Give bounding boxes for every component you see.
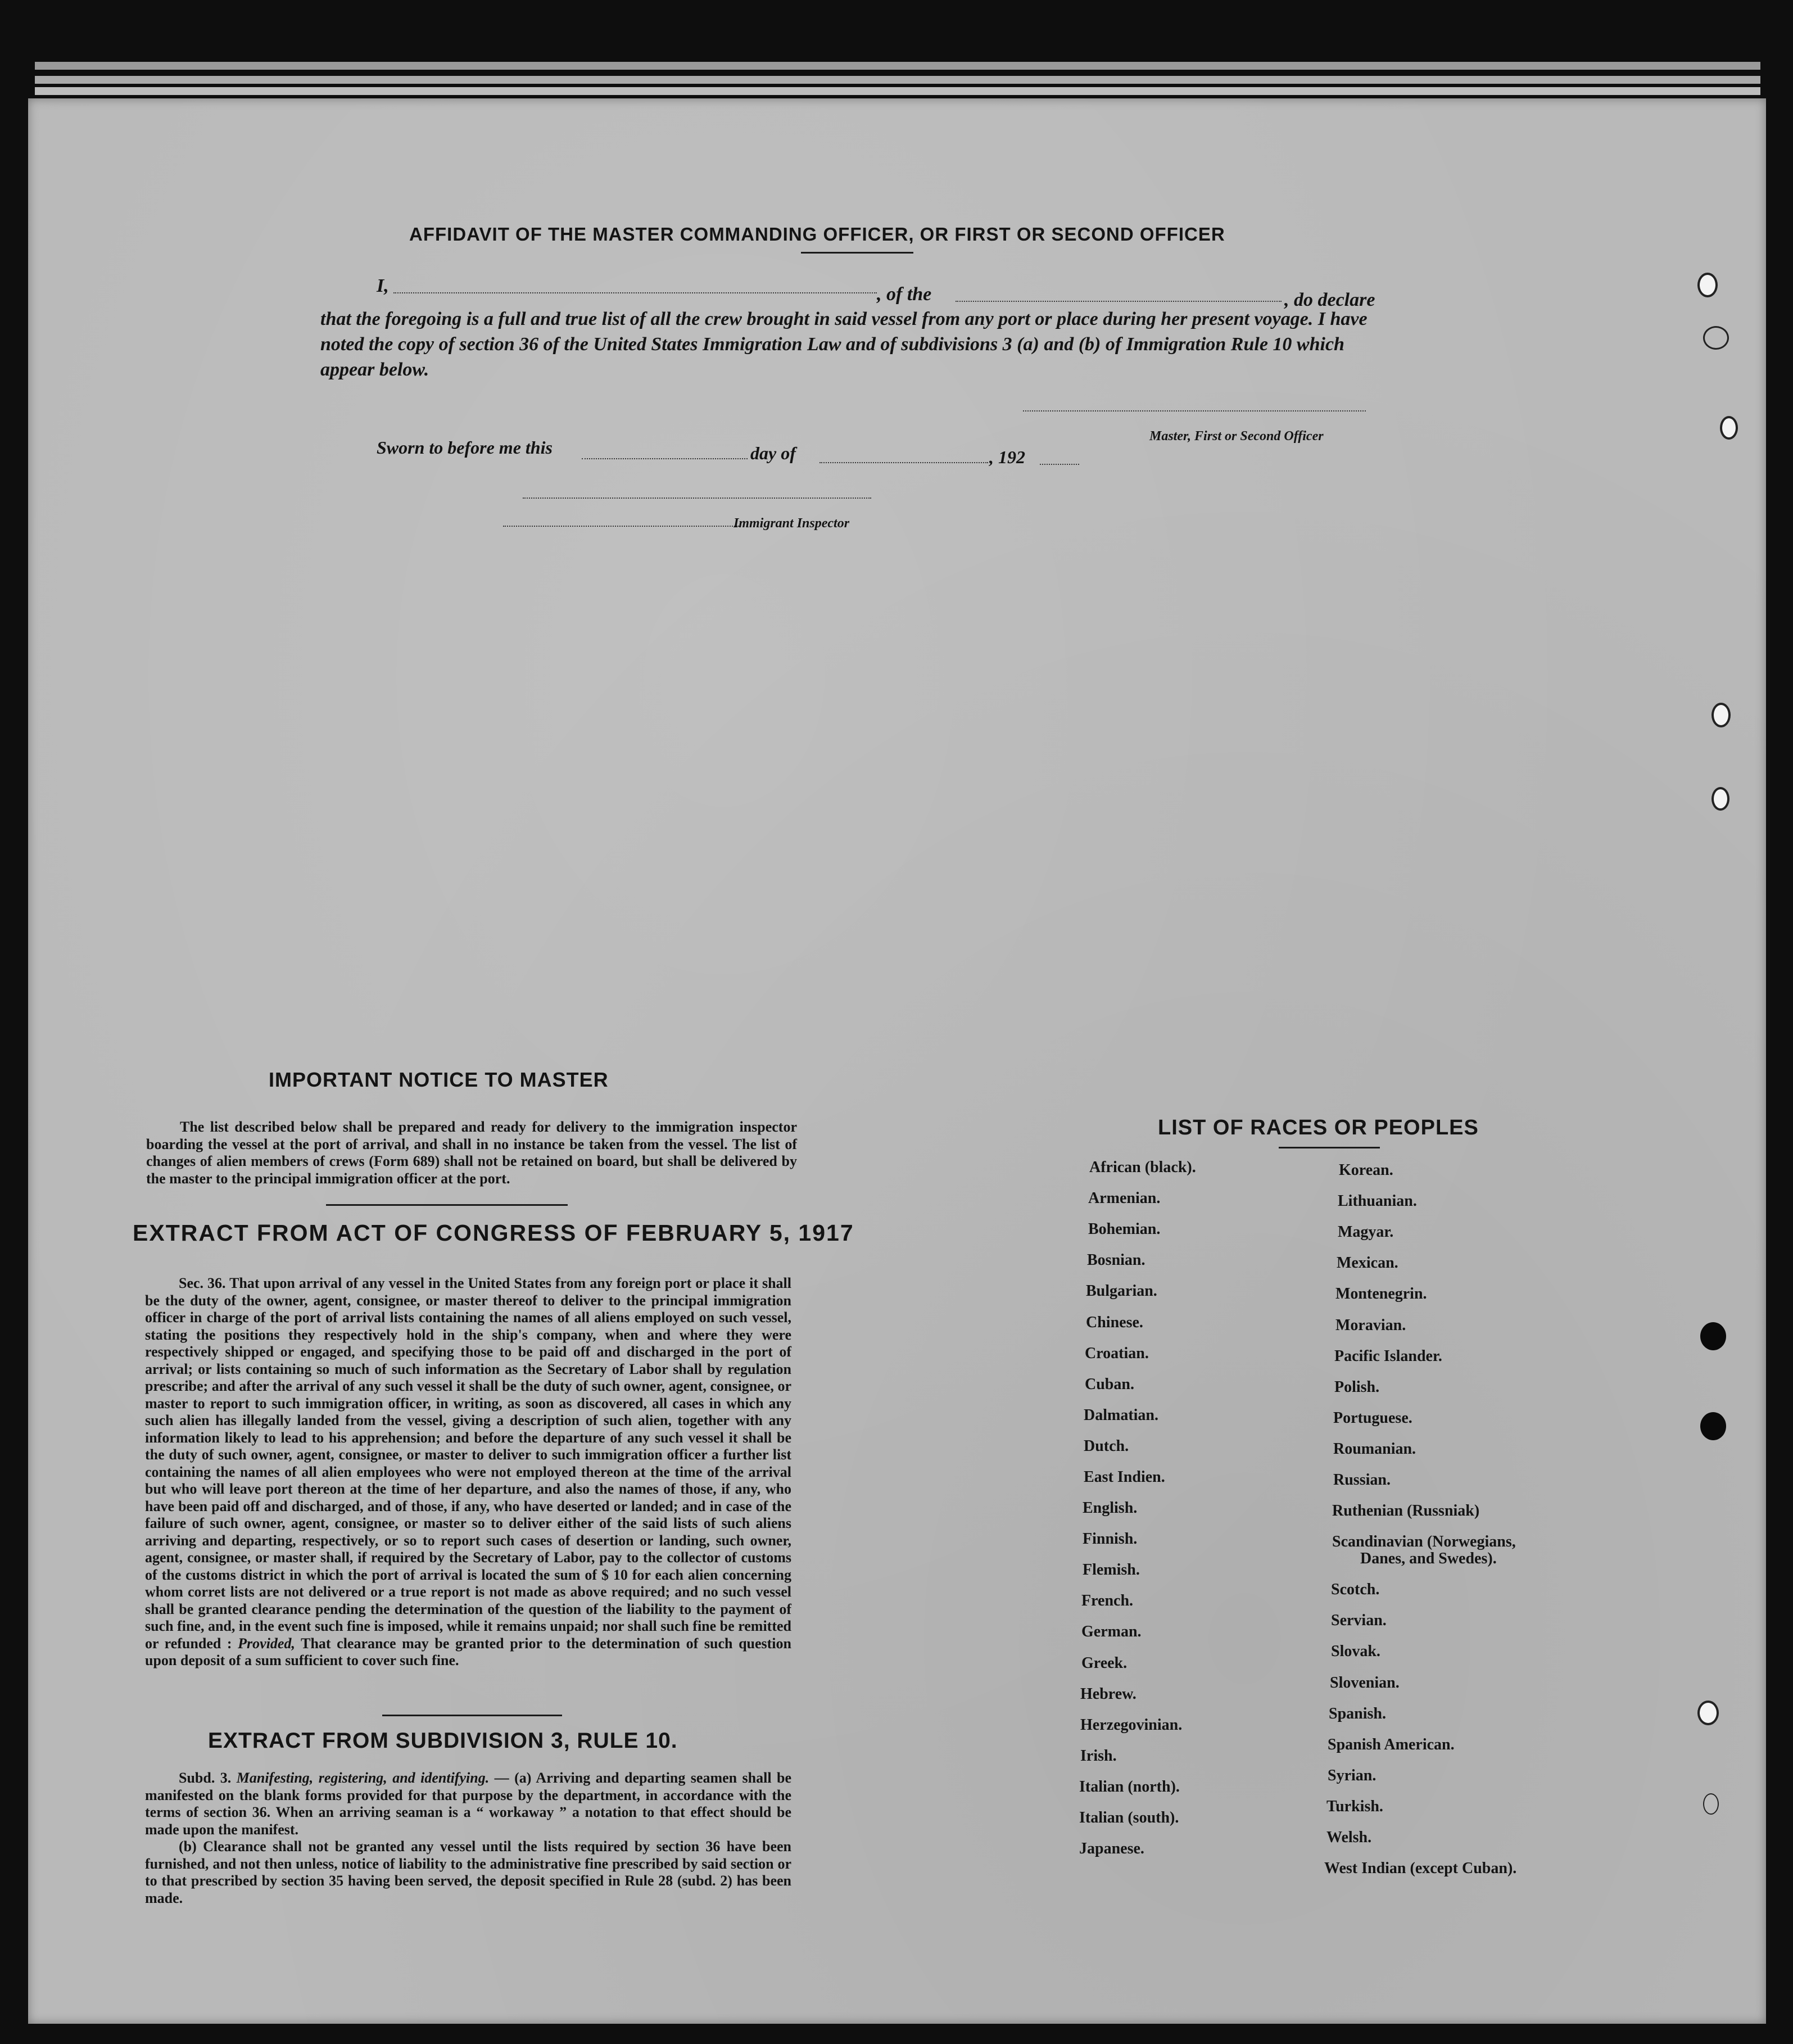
binder-hole-icon	[1697, 273, 1718, 297]
binder-hole-icon	[1703, 326, 1729, 350]
race-item: Dalmatian.	[1084, 1407, 1158, 1424]
affidavit-of-the: , of the	[877, 284, 932, 305]
binder-hole-icon	[1703, 1793, 1719, 1815]
race-item: Italian (south).	[1079, 1809, 1179, 1826]
race-item: French.	[1081, 1592, 1134, 1609]
race-item: Mexican.	[1337, 1254, 1398, 1272]
rule-subd-heading: Manifesting, registering, and identifying.	[236, 1770, 490, 1786]
affidavit-i: I,	[377, 275, 389, 296]
race-item: Cuban.	[1085, 1376, 1134, 1393]
race-item: Magyar.	[1338, 1223, 1394, 1241]
race-item: Japanese.	[1079, 1840, 1144, 1857]
day-of-label: day of	[750, 443, 796, 463]
race-item: Syrian.	[1328, 1767, 1377, 1784]
race-item: English.	[1083, 1499, 1138, 1517]
race-item: Chinese.	[1086, 1314, 1143, 1331]
master-label: Master, First or Second Officer	[1149, 429, 1324, 444]
races-title: LIST OF RACES OR PEOPLES	[1158, 1116, 1479, 1139]
inspector-signature-line	[523, 498, 871, 499]
race-item: Welsh.	[1326, 1829, 1372, 1846]
race-item: Montenegrin.	[1335, 1285, 1427, 1303]
race-item: Armenian.	[1088, 1190, 1161, 1207]
affidavit-title: AFFIDAVIT OF THE MASTER COMMANDING OFFICER, OR FIRST OR SECOND OFFICER	[409, 224, 1225, 245]
race-item: Slovak.	[1331, 1643, 1380, 1660]
race-item: Ruthenian (Russniak)	[1332, 1502, 1480, 1520]
rule-text	[145, 1770, 791, 1907]
affidavit-title-rule	[801, 252, 913, 254]
notice-text	[146, 1119, 797, 1187]
race-item: Scotch.	[1331, 1581, 1380, 1598]
race-item: Scandinavian (Norwegians,	[1332, 1533, 1516, 1550]
binder-hole-icon	[1697, 1701, 1719, 1725]
race-item: Hebrew.	[1080, 1685, 1137, 1703]
rule-title: EXTRACT FROM SUBDIVISION 3, RULE 10.	[208, 1729, 678, 1753]
race-item: Moravian.	[1335, 1317, 1406, 1334]
inspector-line-2	[503, 526, 739, 527]
race-item: Bosnian.	[1087, 1251, 1145, 1269]
notice-title: IMPORTANT NOTICE TO MASTER	[269, 1068, 609, 1091]
act-paragraph: That upon arrival of any vessel in the United States from any foreign port or place it shall be the duty of the owner, agent, consignee, or master thereof to deliver to the principal immigration officer in charge of the port of arrival lists containing the names of all aliens employed on such vessel, stating the positions they respectively hold in the ship's company, when and where they were respectively shipped or engaged, and specifying those to be paid off and discharged in the port of arrival; or lists containing so much of such information as the Secretary of Labor shall by regulation prescribe; and after the arrival of any such vessel it shall be the duty of such owner, agent, consignee, or master to report to such immigration officer, in writing, as soon as discovered, all cases in which any such alien has illegally landed from the vessel, giving a description of such alien, together with any information likely to lead to his apprehension; and before the departure of any such vessel it shall be the duty of such owner, agent, consignee, or master to deliver to such immigration officer a further list containing the names of all alien employees who were not employed thereon at the time of the arrival but who will leave port thereon at the time of her departure, and also the names of those, if any, who have been paid off and discharged, and of those, if any, who have deserted or landed; and in case of the failure of such owner, agent, consignee, or master so to deliver either of the said lists of such aliens arriving and departing, respectively, or so to report such cases of desertion or landing, such owner, agent, consignee, or master shall, if required by the Secretary of Labor, pay to the collector of customs of the customs district in which the port of arrival is located the sum of $ 10 for each alien concerning whom corret lists are not delivered or a true report is not made as above required; and no such vessel shall be granted clearance pending the determination of the question of the liability to the payment of such fine, and, in the event such fine is imposed, while it remains unpaid; nor shall such fine be remitted or refunded :	[145, 1275, 791, 1652]
race-item: Slovenian.	[1330, 1674, 1400, 1692]
race-item: Korean.	[1339, 1161, 1393, 1179]
race-item: Herzegovinian.	[1080, 1716, 1183, 1734]
binder-hole-icon	[1720, 416, 1738, 440]
race-item: Pacific Islander.	[1334, 1347, 1442, 1365]
binder-hole-icon	[1700, 1322, 1726, 1350]
race-item: Spanish American.	[1328, 1736, 1455, 1753]
act-title: EXTRACT FROM ACT OF CONGRESS OF FEBRUARY 5, 1917	[133, 1220, 854, 1246]
race-item: Turkish.	[1326, 1798, 1383, 1815]
rule-subd-label: Subd. 3.	[179, 1770, 232, 1786]
race-item: East Indien.	[1084, 1468, 1165, 1486]
race-item: Flemish.	[1083, 1561, 1140, 1579]
race-item: Portuguese.	[1333, 1409, 1412, 1427]
inspector-label: Immigrant Inspector	[734, 516, 850, 531]
race-item: Greek.	[1081, 1654, 1128, 1672]
race-item: Polish.	[1334, 1378, 1380, 1396]
race-item: Bulgarian.	[1086, 1282, 1157, 1300]
race-item: Irish.	[1080, 1747, 1117, 1765]
month-blank	[819, 462, 988, 463]
race-item: Lithuanian.	[1338, 1192, 1417, 1210]
rule-b-text: (b) Clearance shall not be granted any vessel until the lists required by section 36 have been furnished, and not then unless, notice of liability to the administrative fine prescribed by said section or to that prescribed by section 35 having been served, the deposit specified in Rule 28 (subd. 2) has been made.	[145, 1838, 791, 1906]
page-edge-back	[35, 62, 1760, 70]
race-item: Russian.	[1333, 1471, 1391, 1489]
name-blank	[393, 292, 877, 293]
race-item: Bohemian.	[1088, 1220, 1161, 1238]
race-item: Danes, and Swedes).	[1360, 1550, 1497, 1567]
notice-rule	[326, 1204, 568, 1206]
sworn-label: Sworn to before me this	[377, 437, 553, 458]
binder-hole-icon	[1712, 787, 1729, 811]
page-edge-front	[35, 87, 1760, 95]
race-item: Dutch.	[1084, 1437, 1129, 1455]
master-signature-line	[1023, 410, 1366, 411]
binder-hole-icon	[1700, 1412, 1726, 1440]
race-item: Finnish.	[1083, 1530, 1138, 1548]
act-provided: Provided,	[238, 1635, 295, 1652]
vessel-blank	[956, 301, 1282, 302]
race-item: West Indian (except Cuban).	[1324, 1860, 1517, 1877]
race-item: Croatian.	[1085, 1345, 1149, 1362]
race-item: Roumanian.	[1333, 1440, 1416, 1458]
affidavit-do-declare: , do declare	[1284, 290, 1375, 310]
year-label: , 192	[989, 447, 1025, 467]
sworn-day-blank	[582, 458, 748, 459]
race-item: Servian.	[1331, 1612, 1387, 1629]
race-item: African (black).	[1089, 1159, 1196, 1176]
race-item: German.	[1081, 1623, 1142, 1640]
act-paragraph-end: That clearance may be granted prior to the determination of such question upon deposit of a sum sufficient to cover such fine.	[145, 1635, 791, 1668]
act-sec-label: Sec. 36.	[179, 1275, 226, 1291]
rule-a-text: — (a) Arriving and departing seamen shall be manifested on the blank forms provided for that purpose by the department, in accordance with the terms of section 36. When an arriving seaman is a “ workaway ” a notation to that effect should be made upon the manifest.	[145, 1770, 792, 1838]
races-title-rule	[1279, 1147, 1380, 1148]
binder-hole-icon	[1712, 703, 1731, 727]
act-rule	[382, 1715, 562, 1716]
race-item: Spanish.	[1329, 1705, 1386, 1722]
race-item: Italian (north).	[1079, 1778, 1180, 1796]
act-text	[145, 1275, 791, 1670]
affidavit-body: that the foregoing is a full and true list of all the crew brought in said vessel from any port or place during her present voyage. I have noted the copy of section 36 of the United States Immigration Law and of subdivisions 3 (a) and (b) of Immigration Rule 10 which appear below.	[320, 309, 1368, 380]
page-edge-middle	[35, 76, 1760, 84]
notice-paragraph: The list described below shall be prepared and ready for delivery to the immigration inspector boarding the vessel at the port of arrival, and shall in no instance be taken from the vessel. The list of changes of alien members of crews (Form 689) shall not be retained on board, but shall be delivered by the master to the principal immigration officer at the port.	[146, 1119, 797, 1187]
year-blank	[1040, 464, 1079, 465]
